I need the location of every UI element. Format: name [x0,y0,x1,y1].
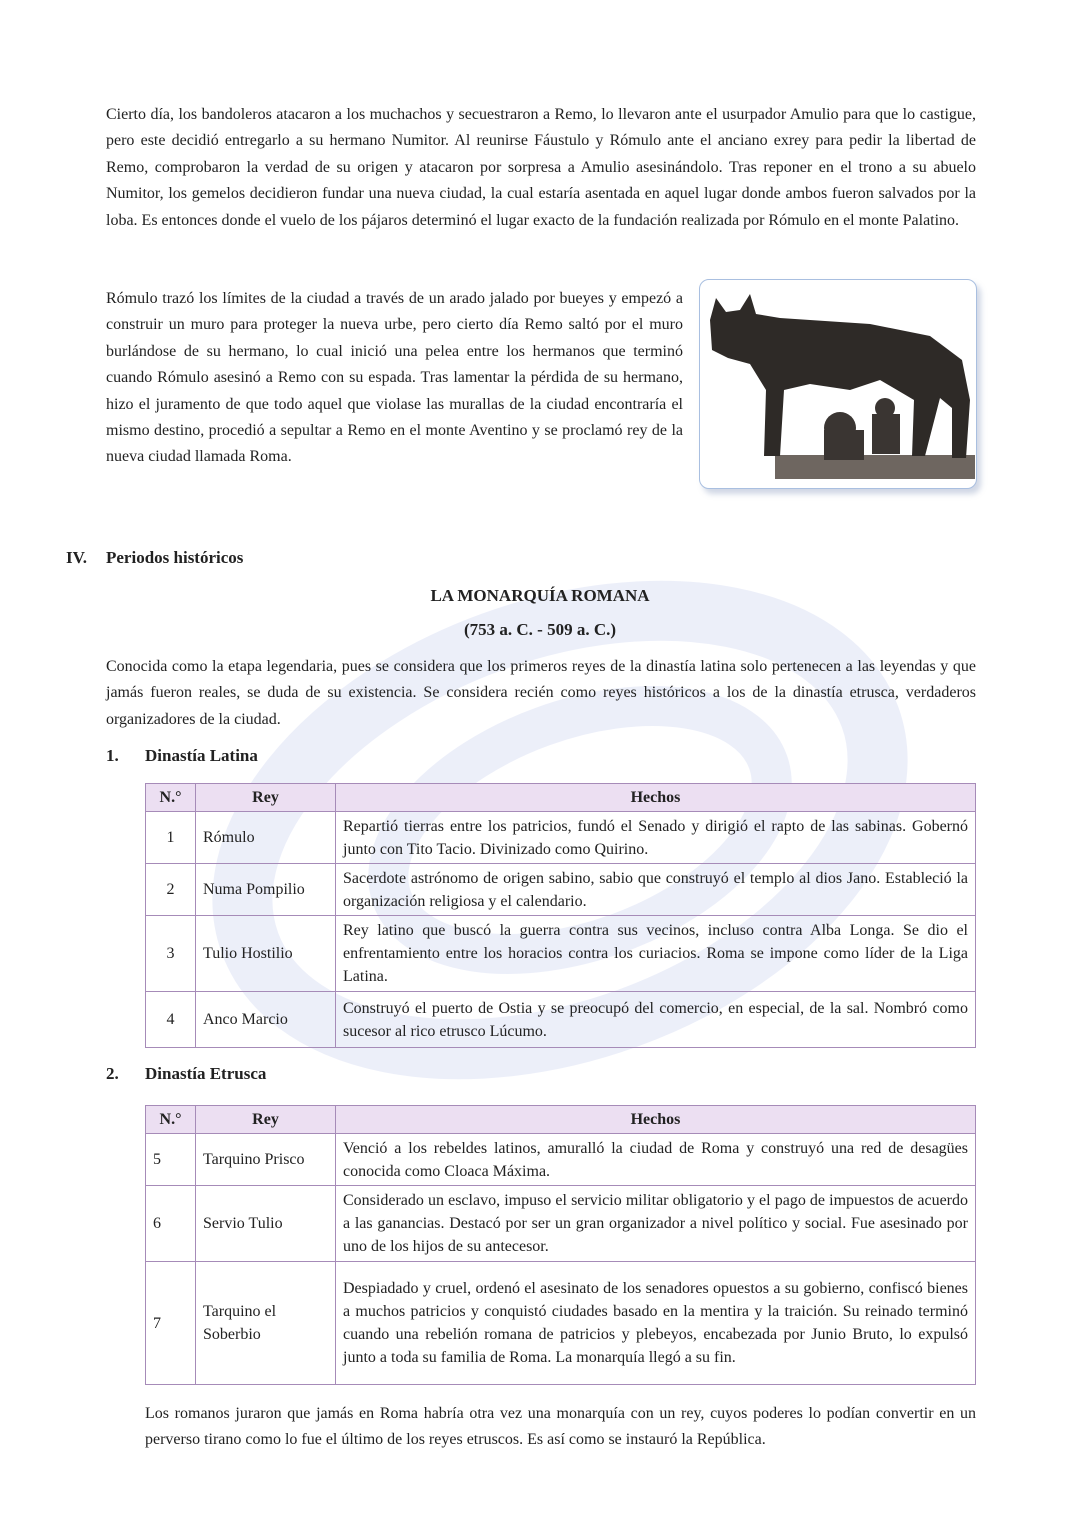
subheading-etruscan-dynasty [106,1064,266,1084]
paragraph-conclusion: Los romanos juraron que jamás en Roma habría otra vez una monarquía con un rey, cuyos poderes lo podían convertir en un perverso tirano como lo fue el último de los reyes etruscos. Es así como se instauró la República. [145,1405,976,1449]
paragraph-capture-remo: Cierto día, los bandoleros atacaron a los muchachos y secuestraron a Remo, lo llevaron ante el usurpador Amulio para que lo castigue, pero este decidió entregarlo a su hermano Numitor. Al reunirse Fáustulo y Rómulo ante el anciano exrey para pedir la libertad de Remo, comprobaron la verdad de su origen y atacaron por sorpresa a Amulio asesinándolo. Tras reponer en el trono a su abuelo Numitor, los gemelos decidieron fundar una nueva ciudad, la cual estaría asentada en aquel lugar donde ambos fueron salvados por la loba. Es entonces donde el vuelo de los pájaros determinó el lugar exacto de la fundación realizada por Rómulo en el monte Palatino. [106,106,976,229]
cell-facts: Construyó el puerto de Ostia y se preocupó del comercio, en especial, de la sal. Nombró como sucesor al rico etrusco Lúcumo. [336,992,976,1048]
cell-king: Tarquino el Soberbio [196,1262,336,1385]
subheading-title: Dinastía Etrusca [145,1064,267,1083]
cell-facts: Venció a los rebeldes latinos, amuralló la ciudad de Roma y construyó una red de desagües conocida como Cloaca Máxima. [336,1134,976,1186]
cell-facts: Sacerdote astrónomo de origen sabino, sabio que construyó el templo al dios Jano. Estableció la organización religiosa y el calendario. [336,864,976,916]
cell-number: 3 [146,916,196,992]
paragraph-founding-rome: Rómulo trazó los límites de la ciudad a través de un arado jalado por bueyes y empezó a construir un muro para proteger la nueva urbe, pero cierto día Remo saltó por el muro burlándose de su hermano, lo cual inició una pelea entre los hermanos que terminó cuando Rómulo asesinó a Remo con su espada. Tras lamentar la pérdida de su hermano, hizo el juramento de que todo aquel que violase las murallas de la ciudad encontraría el mismo destino, procedió a sepultar a Remo en el monte Aventino y se proclamó rey de la nueva ciudad llamada Roma. [106,290,683,466]
cell-number: 2 [146,864,196,916]
header-king: Rey [196,784,336,812]
header-number: N.° [146,784,196,812]
subheading-title: Dinastía Latina [145,746,258,765]
cell-number: 6 [146,1186,196,1262]
cell-king: Anco Marcio [196,992,336,1048]
cell-facts: Considerado un esclavo, impuso el servicio militar obligatorio y el pago de impuestos de acuerdo a las ganancias. Destacó por ser un gran organizador a nivel político y social. Fue asesinado por uno de los hijos de su antecesor. [336,1186,976,1262]
cell-king: Servio Tulio [196,1186,336,1262]
section-heading [66,548,243,568]
cell-number: 7 [146,1262,196,1385]
table-row [146,1186,976,1262]
cell-facts: Despiadado y cruel, ordenó el asesinato de los senadores opuestos a su gobierno, confiscó bienes a muchos patricios y conquistó ciudades basado en la mentira y la traición. Su reinado terminó cuando una rebelión romana de patricios y plebeyos, encabezada por Junio Bruto, lo expulsó junto a toda su familia de Roma. La monarquía llegó a su fin. [336,1262,976,1385]
cell-facts: Repartió tierras entre los patricios, fundó el Senado y dirigió el rapto de las sabinas. Gobernó junto con Tito Tacio. Divinizado como Quirino. [336,812,976,864]
monarchy-title: LA MONARQUÍA ROMANA [430,586,650,605]
cell-king: Rómulo [196,812,336,864]
cell-number: 1 [146,812,196,864]
header-king: Rey [196,1106,336,1134]
monarchy-dates: (753 a. C. - 509 a. C.) [463,620,617,639]
cell-number: 5 [146,1134,196,1186]
cell-king: Tarquino Prisco [196,1134,336,1186]
etruscan-dynasty-table [145,1105,976,1385]
capitoline-wolf-image [699,279,977,489]
table-row [146,916,976,992]
header-facts: Hechos [336,784,976,812]
table-row [146,1134,976,1186]
table-header-row [146,784,976,812]
cell-king: Numa Pompilio [196,864,336,916]
subheading-number: 2. [106,1064,119,1083]
table-row [146,864,976,916]
paragraph-monarchy-intro: Conocida como la etapa legendaria, pues se considera que los primeros reyes de la dinastía latina solo pertenecen a las leyendas y que jamás fueron reales, se duda de su existencia. Se considera recién como reyes históricos a los de la dinastía etrusca, verdaderos organizadores de la ciudad. [106,658,976,728]
header-number: N.° [146,1106,196,1134]
header-facts: Hechos [336,1106,976,1134]
cell-king: Tulio Hostilio [196,916,336,992]
table-header-row [146,1106,976,1134]
table-row [146,1262,976,1385]
cell-number: 4 [146,992,196,1048]
section-title: Periodos históricos [106,548,244,567]
section-number: IV. [66,548,87,567]
table-row [146,992,976,1048]
table-row [146,812,976,864]
cell-facts: Rey latino que buscó la guerra contra sus vecinos, incluso contra Alba Longa. Se dio el enfrentamiento entre los horacios contra los curiacios. Roma se impone como líder de la Liga Latina. [336,916,976,992]
subheading-number: 1. [106,746,119,765]
subheading-latin-dynasty [106,746,258,766]
latin-dynasty-table [145,783,976,1048]
